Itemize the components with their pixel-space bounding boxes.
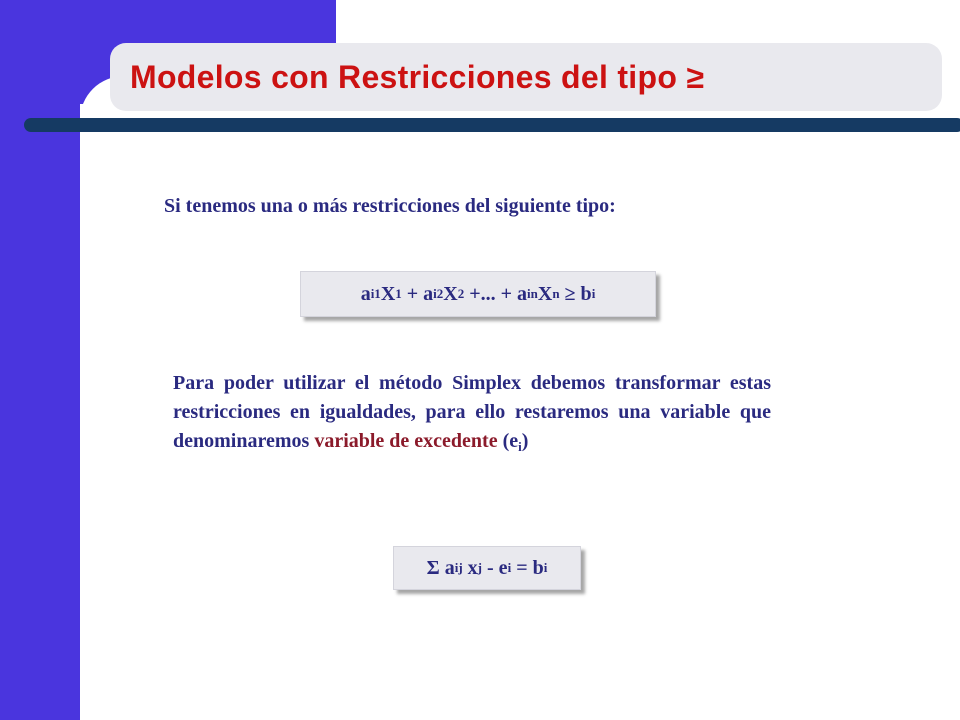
explanation-paragraph: Para poder utilizar el método Simplex debemos transformar estas restricciones en igualdades, para ello restaremos una variable que denominaremos variable de excedente $(e_i)$ [173,372,771,454]
intro-text: Si tenemos una o más restricciones del siguiente tipo: [164,195,616,217]
slide-title: Modelos con Restricciones del tipo ≥ [130,59,705,95]
header-divider [24,118,960,132]
highlighted-term: variable de excedente [314,430,498,452]
left-accent-band [0,0,80,720]
equality-formula: Σ a ij x j - e i = b i [393,546,581,590]
constraint-formula: a i1 X 1 + a i2 X 2 +... + a in X n ≥ b i [300,271,656,317]
